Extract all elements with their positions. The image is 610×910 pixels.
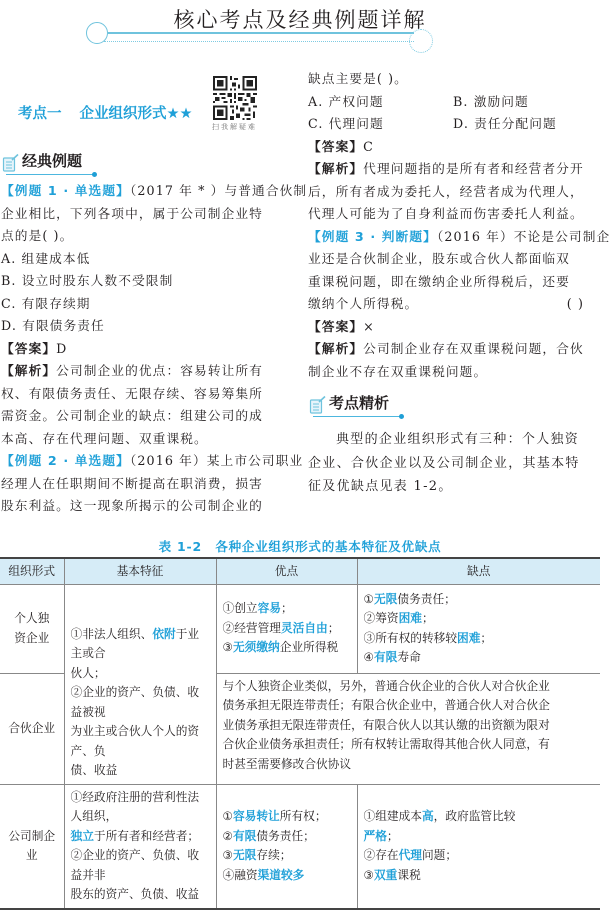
example-1-tag: 【例题 1 · 单选题】 [1, 183, 130, 198]
cell-text: ①非法人组织、 [70, 626, 153, 641]
explain-label: 【解析】 [1, 363, 57, 378]
cell-text: ③ [363, 867, 374, 882]
cell-highlight: 有限 [373, 650, 398, 664]
qr-code-icon[interactable] [213, 76, 257, 120]
explain-line: 后，所有者成为委托人，经营者成为代理人， [308, 183, 584, 199]
cell-highlight: 困难 [398, 611, 422, 625]
cell-text: ②存在 [363, 848, 399, 862]
table-title: 表 1-2 各种企业组织形式的基本特征及优缺点 [158, 539, 442, 554]
advantages-corporation [216, 784, 357, 909]
cell-text: ① [363, 591, 374, 606]
answer-value: C [363, 138, 374, 154]
cell-text: 所有权； [279, 809, 327, 823]
cell-text: ④融资 [222, 867, 258, 882]
cell-text: 债务责任； [256, 828, 315, 843]
cell-text: 债务承担无限连带责任；有限合伙企业中，普通合伙人对合伙企 [222, 698, 550, 712]
cell-text: 股东的资产、负债、收益 [70, 887, 200, 901]
org-sole [0, 584, 64, 673]
cell-highlight: 灵活自由 [280, 620, 328, 635]
example-1 [1, 180, 308, 518]
right-column [308, 68, 610, 383]
answer-label: 【答案】 [1, 340, 57, 356]
cell-highlight: 渠道较多 [257, 867, 305, 882]
notepad-pencil-icon [2, 154, 20, 172]
cell-text: ； [421, 611, 434, 625]
org-corporation: 公司制企业 [0, 784, 64, 909]
cell-text: ； [280, 601, 293, 616]
explain-line: 需资金。公司制企业的缺点：组建公司的成 [1, 408, 263, 423]
example-2-line: 缺点主要是( )。 [308, 71, 408, 86]
section-examples-heading [2, 150, 82, 172]
option-a: A. 产权问题 [308, 93, 384, 109]
cell-text: 业债务承担无限连带责任，有限合伙人以其认缴的出资额为限对 [222, 717, 550, 732]
col-header-features: 基本特征 [64, 558, 216, 584]
answer-label: 【答案】 [308, 138, 364, 154]
option-d: D. 有限债务责任 [1, 318, 105, 333]
org-partnership: 合伙企业 [0, 673, 64, 784]
explain-line: 公司制企业的优点：容易转让所有 [56, 363, 263, 378]
col-header-advantages: 优点 [216, 558, 357, 584]
option-b: B. 激励问题 [453, 93, 529, 109]
analysis-paragraph [308, 428, 598, 499]
cell-text: 合伙企业债务承担责任；所有权转让需取得其他合伙人同意，有 [222, 737, 550, 751]
explain-line: 代理问题指的是所有者和经营者分开 [363, 161, 584, 176]
cell-highlight: 有限 [232, 828, 257, 843]
cell-text: ③所有权的转移较 [363, 630, 458, 645]
example-1-line: （2017 年 * ）与普通合伙制 [129, 183, 308, 198]
col-header-org: 组织形式 [0, 558, 64, 584]
cell-text: ②企业的资产、负债、收益并非 [70, 848, 200, 882]
features-shared [64, 584, 216, 784]
org-line: 资企业 [14, 630, 50, 645]
cell-text: 企业所得税 [279, 640, 339, 655]
disadvantages-corporation [357, 784, 600, 909]
example-3-line: 重课税问题，即在缴纳企业所得税后，还要 [308, 273, 570, 289]
partnership-merged-cell [216, 673, 600, 784]
section-underline [6, 174, 94, 176]
cell-text: 问题； [421, 848, 458, 862]
cell-text: ①组建成本 [363, 809, 422, 823]
header-circle-right-icon [409, 29, 433, 53]
cell-highlight: 无限 [232, 848, 257, 862]
example-1-line: 点的是( )。 [1, 228, 74, 243]
point-title [18, 102, 193, 123]
advantages-sole [216, 584, 357, 673]
section-analysis-title: 考点精析 [329, 394, 390, 412]
analysis-line: 征及优缺点见表 1-2。 [308, 479, 453, 494]
cell-highlight: 双重 [373, 867, 398, 882]
cell-text: 伙人； [70, 665, 106, 680]
cell-text: ① [222, 809, 233, 823]
option-b: B. 设立时股东人数不受限制 [1, 273, 174, 288]
cell-text: 存续； [256, 848, 292, 862]
cell-text: ①创立 [222, 601, 258, 616]
cell-highlight: 严格 [363, 828, 387, 843]
table-header-row [0, 558, 600, 584]
col-header-disadvantages: 缺点 [357, 558, 600, 584]
cell-highlight: 容易转让 [232, 809, 280, 823]
cell-text: 债务责任； [397, 591, 456, 606]
option-a: A. 组建成本低 [1, 250, 91, 266]
page-title: 核心考点及经典例题详解 [173, 8, 427, 32]
explain-line: 公司制企业存在双重课税问题，合伙 [363, 341, 584, 356]
cell-text: ①经政府注册的营利性法人组织， [70, 789, 200, 823]
cell-text: ，政府监管比较 [433, 809, 516, 823]
example-2-tag: 【例题 2 · 单选题】 [1, 453, 130, 468]
cell-text: 债、收益 [70, 763, 118, 777]
cell-text: ③ [222, 640, 233, 655]
notepad-pencil-icon [309, 396, 327, 414]
page-header [0, 0, 600, 66]
cell-highlight: 代理 [398, 848, 422, 862]
cell-text: 于业主或合 [70, 626, 200, 660]
option-c: C. 代理问题 [308, 116, 384, 131]
cell-text: ； [480, 630, 493, 645]
analysis-line: 典型的企业组织形式有三种：个人独资 [336, 432, 580, 447]
cell-text: 与个人独资企业类似，另外，普通合伙企业的合伙人对合伙企业 [222, 678, 550, 693]
cell-text: 课税 [397, 867, 421, 882]
cell-text: 为业主或合伙人个人的资产、负 [70, 724, 200, 758]
cell-text: 时甚至需要修改合伙协议 [222, 756, 352, 771]
explain-label: 【解析】 [308, 161, 364, 176]
cell-text: ； [327, 620, 340, 635]
cell-highlight: 无须缴纳 [232, 640, 280, 655]
table-row-corporation [0, 784, 600, 909]
option-c: C. 有限存续期 [1, 295, 91, 311]
example-3-tag: 【例题 3 · 判断题】 [308, 228, 437, 244]
cell-text: ②筹资 [363, 611, 399, 625]
point-name: 企业组织形式 [79, 106, 167, 122]
explain-label: 【解析】 [308, 341, 364, 356]
star-rating-icon: ★★ [166, 106, 193, 122]
section-examples-title: 经典例题 [22, 152, 83, 170]
cell-highlight: 独立 [70, 828, 94, 843]
cell-text: 寿命 [397, 650, 421, 664]
example-3-line: 业还是合伙制企业，股东或合伙人都面临双 [308, 251, 570, 266]
cell-text: ②经营管理 [222, 620, 281, 635]
explain-line: 本高、存在代理问题、双重课税。 [1, 430, 208, 446]
example-2-line: 股东利益。这一现象所揭示的公司制企业的 [1, 498, 263, 513]
org-line: 个人独 [14, 611, 50, 625]
section-analysis-heading [309, 392, 389, 414]
answer-value: D [56, 340, 68, 356]
cell-highlight: 困难 [457, 630, 481, 645]
cell-highlight: 高 [421, 809, 434, 823]
explain-line: 权、有限债务责任、无限存续、容易筹集所 [1, 385, 263, 401]
example-2-line: 经理人在任职期间不断提高在职消费，损害 [1, 475, 263, 491]
cell-text: ④ [363, 650, 374, 664]
disadvantages-sole [357, 584, 600, 673]
answer-blank: ( ) [566, 296, 584, 311]
cell-highlight: 容易 [257, 601, 281, 616]
cell-text: 于所有者和经营者； [93, 828, 200, 843]
option-d: D. 责任分配问题 [453, 116, 557, 131]
section-underline [313, 416, 401, 418]
features-corporation [64, 784, 216, 909]
header-dotted-rule [104, 41, 414, 42]
cell-text: ② [222, 828, 233, 843]
cell-text: ； [386, 828, 399, 843]
analysis-line: 企业、合伙企业以及公司制企业，其基本特 [308, 455, 580, 471]
example-1-line: 企业相比，下列各项中，属于公司制企业特 [1, 205, 263, 221]
point-label: 考点一 [18, 106, 62, 122]
example-2-line: （2016 年）某上市公司职业 [129, 453, 304, 468]
header-circle-left-icon [86, 22, 108, 44]
example-3-line: 缴纳个人所得税。 [308, 296, 419, 311]
header-rule [108, 32, 414, 34]
table-row-sole [0, 584, 600, 673]
answer-value: × [363, 318, 375, 334]
explain-line: 制企业不存在双重课税问题。 [308, 363, 488, 379]
cell-text: ③ [222, 848, 233, 862]
cell-text: ②企业的资产、负债、收益被视 [70, 685, 200, 719]
cell-highlight: 依附 [152, 626, 176, 641]
cell-highlight: 无限 [373, 591, 398, 606]
answer-label: 【答案】 [308, 318, 364, 334]
qr-caption: 扫我解疑难 [212, 123, 257, 131]
explain-line: 代理人可能为了自身利益而伤害委托人利益。 [308, 206, 584, 221]
org-forms-table [0, 557, 600, 910]
example-3-line: （2016 年）不论是公司制企 [436, 228, 610, 244]
